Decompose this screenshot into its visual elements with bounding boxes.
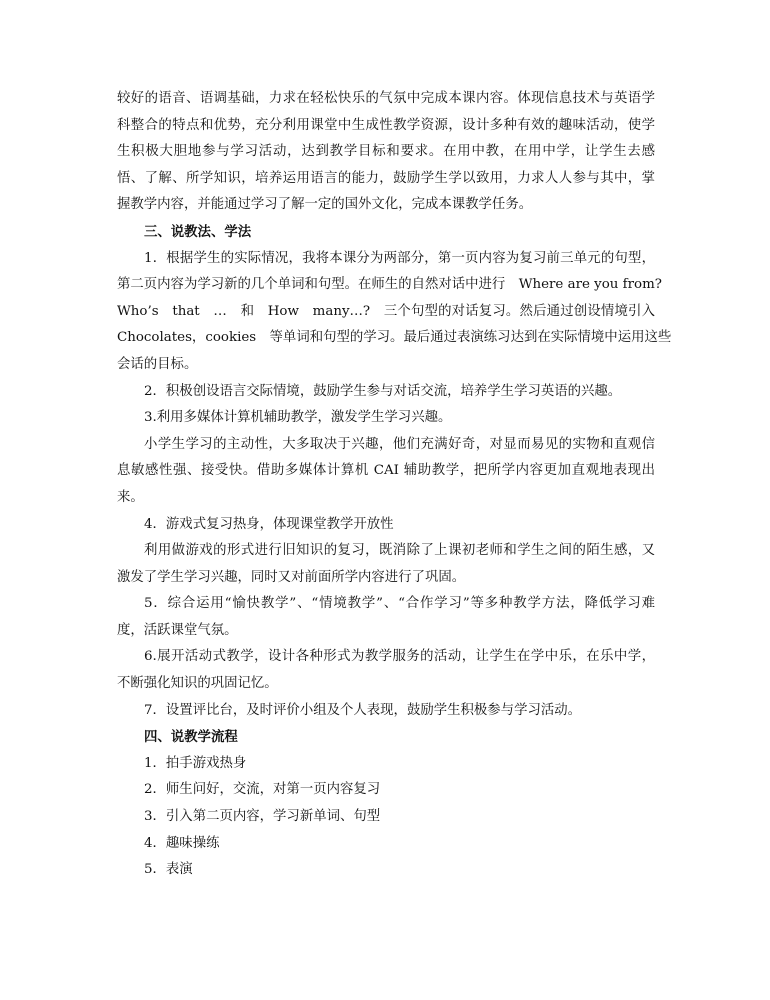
paragraph-line: Who’s that … 和 How many…? 三个句型的对话复习。然后通过创设情境引入 [117,303,655,319]
section-heading: 四、说教学流程 [144,729,238,746]
paragraph-line: 6.展开活动式教学，设计各种形式为教学服务的活动，让学生在学中乐，在乐中学， [144,649,655,665]
paragraph-line: 生积极大胆地参与学习活动，达到教学目标和要求。在用中教，在用中学，让学生去感 [117,144,655,160]
paragraph-line: 第二页内容为学习新的几个单词和句型。在师生的自然对话中进行 Where are you from? [117,277,662,293]
paragraph-line: 悟、了解、所学知识，培养运用语言的能力，鼓励学生学以致用，力求人人参与其中，掌 [117,170,655,186]
list-item: 3．引入第二页内容，学习新单词、句型 [144,809,381,825]
paragraph-line: 利用做游戏的形式进行旧知识的复习，既消除了上课初老师和学生之间的陌生感，又 [144,543,655,559]
list-item: 5．表演 [144,862,193,878]
paragraph-line: 3.利用多媒体计算机辅助教学，激发学生学习兴趣。 [144,410,452,426]
paragraph-line: 度，活跃课堂气氛。 [117,622,238,638]
paragraph-line: 较好的语音、语调基础，力求在轻松快乐的气氛中完成本课内容。体现信息技术与英语学 [117,91,655,106]
paragraph-line: 来。 [117,489,144,505]
paragraph-line: 1．根据学生的实际情况，我将本课分为两部分，第一页内容为复习前三单元的句型， [144,250,655,266]
paragraph-line: 激发了学生学习兴趣，同时又对前面所学内容进行了巩固。 [117,569,466,585]
paragraph-line: 握教学内容，并能通过学习了解一定的国外文化，完成本课教学任务。 [117,197,533,213]
paragraph-line: 科整合的特点和优势，充分利用课堂中生成性教学资源，设计多种有效的趣味活动，使学 [117,117,655,133]
paragraph-line: 不断强化知识的巩固记忆。 [117,676,278,692]
paragraph-line: 2．积极创设语言交际情境，鼓励学生参与对话交流，培养学生学习英语的兴趣。 [144,383,622,399]
paragraph-line: 4．游戏式复习热身，体现课堂教学开放性 [144,516,394,532]
list-item: 1．拍手游戏热身 [144,755,247,771]
paragraph-line: 息敏感性强、接受快。借助多媒体计算机 CAI 辅助教学，把所学内容更加直观地表现出 [117,463,655,479]
list-item: 4．趣味操练 [144,835,220,851]
paragraph-line: 会话的目标。 [117,356,198,372]
paragraph-line: 7．设置评比台，及时评价小组及个人表现，鼓励学生积极参与学习活动。 [144,702,582,718]
section-heading: 三、说教法、学法 [144,223,252,240]
paragraph-line: 小学生学习的主动性，大多取决于兴趣，他们充满好奇，对显而易见的实物和直观信 [144,436,655,452]
paragraph-line: 5．综合运用“愉快教学”、“情境教学”、“合作学习”等多种教学方法，降低学习难 [144,596,655,612]
list-item: 2．师生问好，交流，对第一页内容复习 [144,782,381,798]
paragraph-line: Chocolates，cookies 等单词和句型的学习。最后通过表演练习达到在实际情境中运用这些 [117,330,672,346]
document-page [117,86,672,884]
